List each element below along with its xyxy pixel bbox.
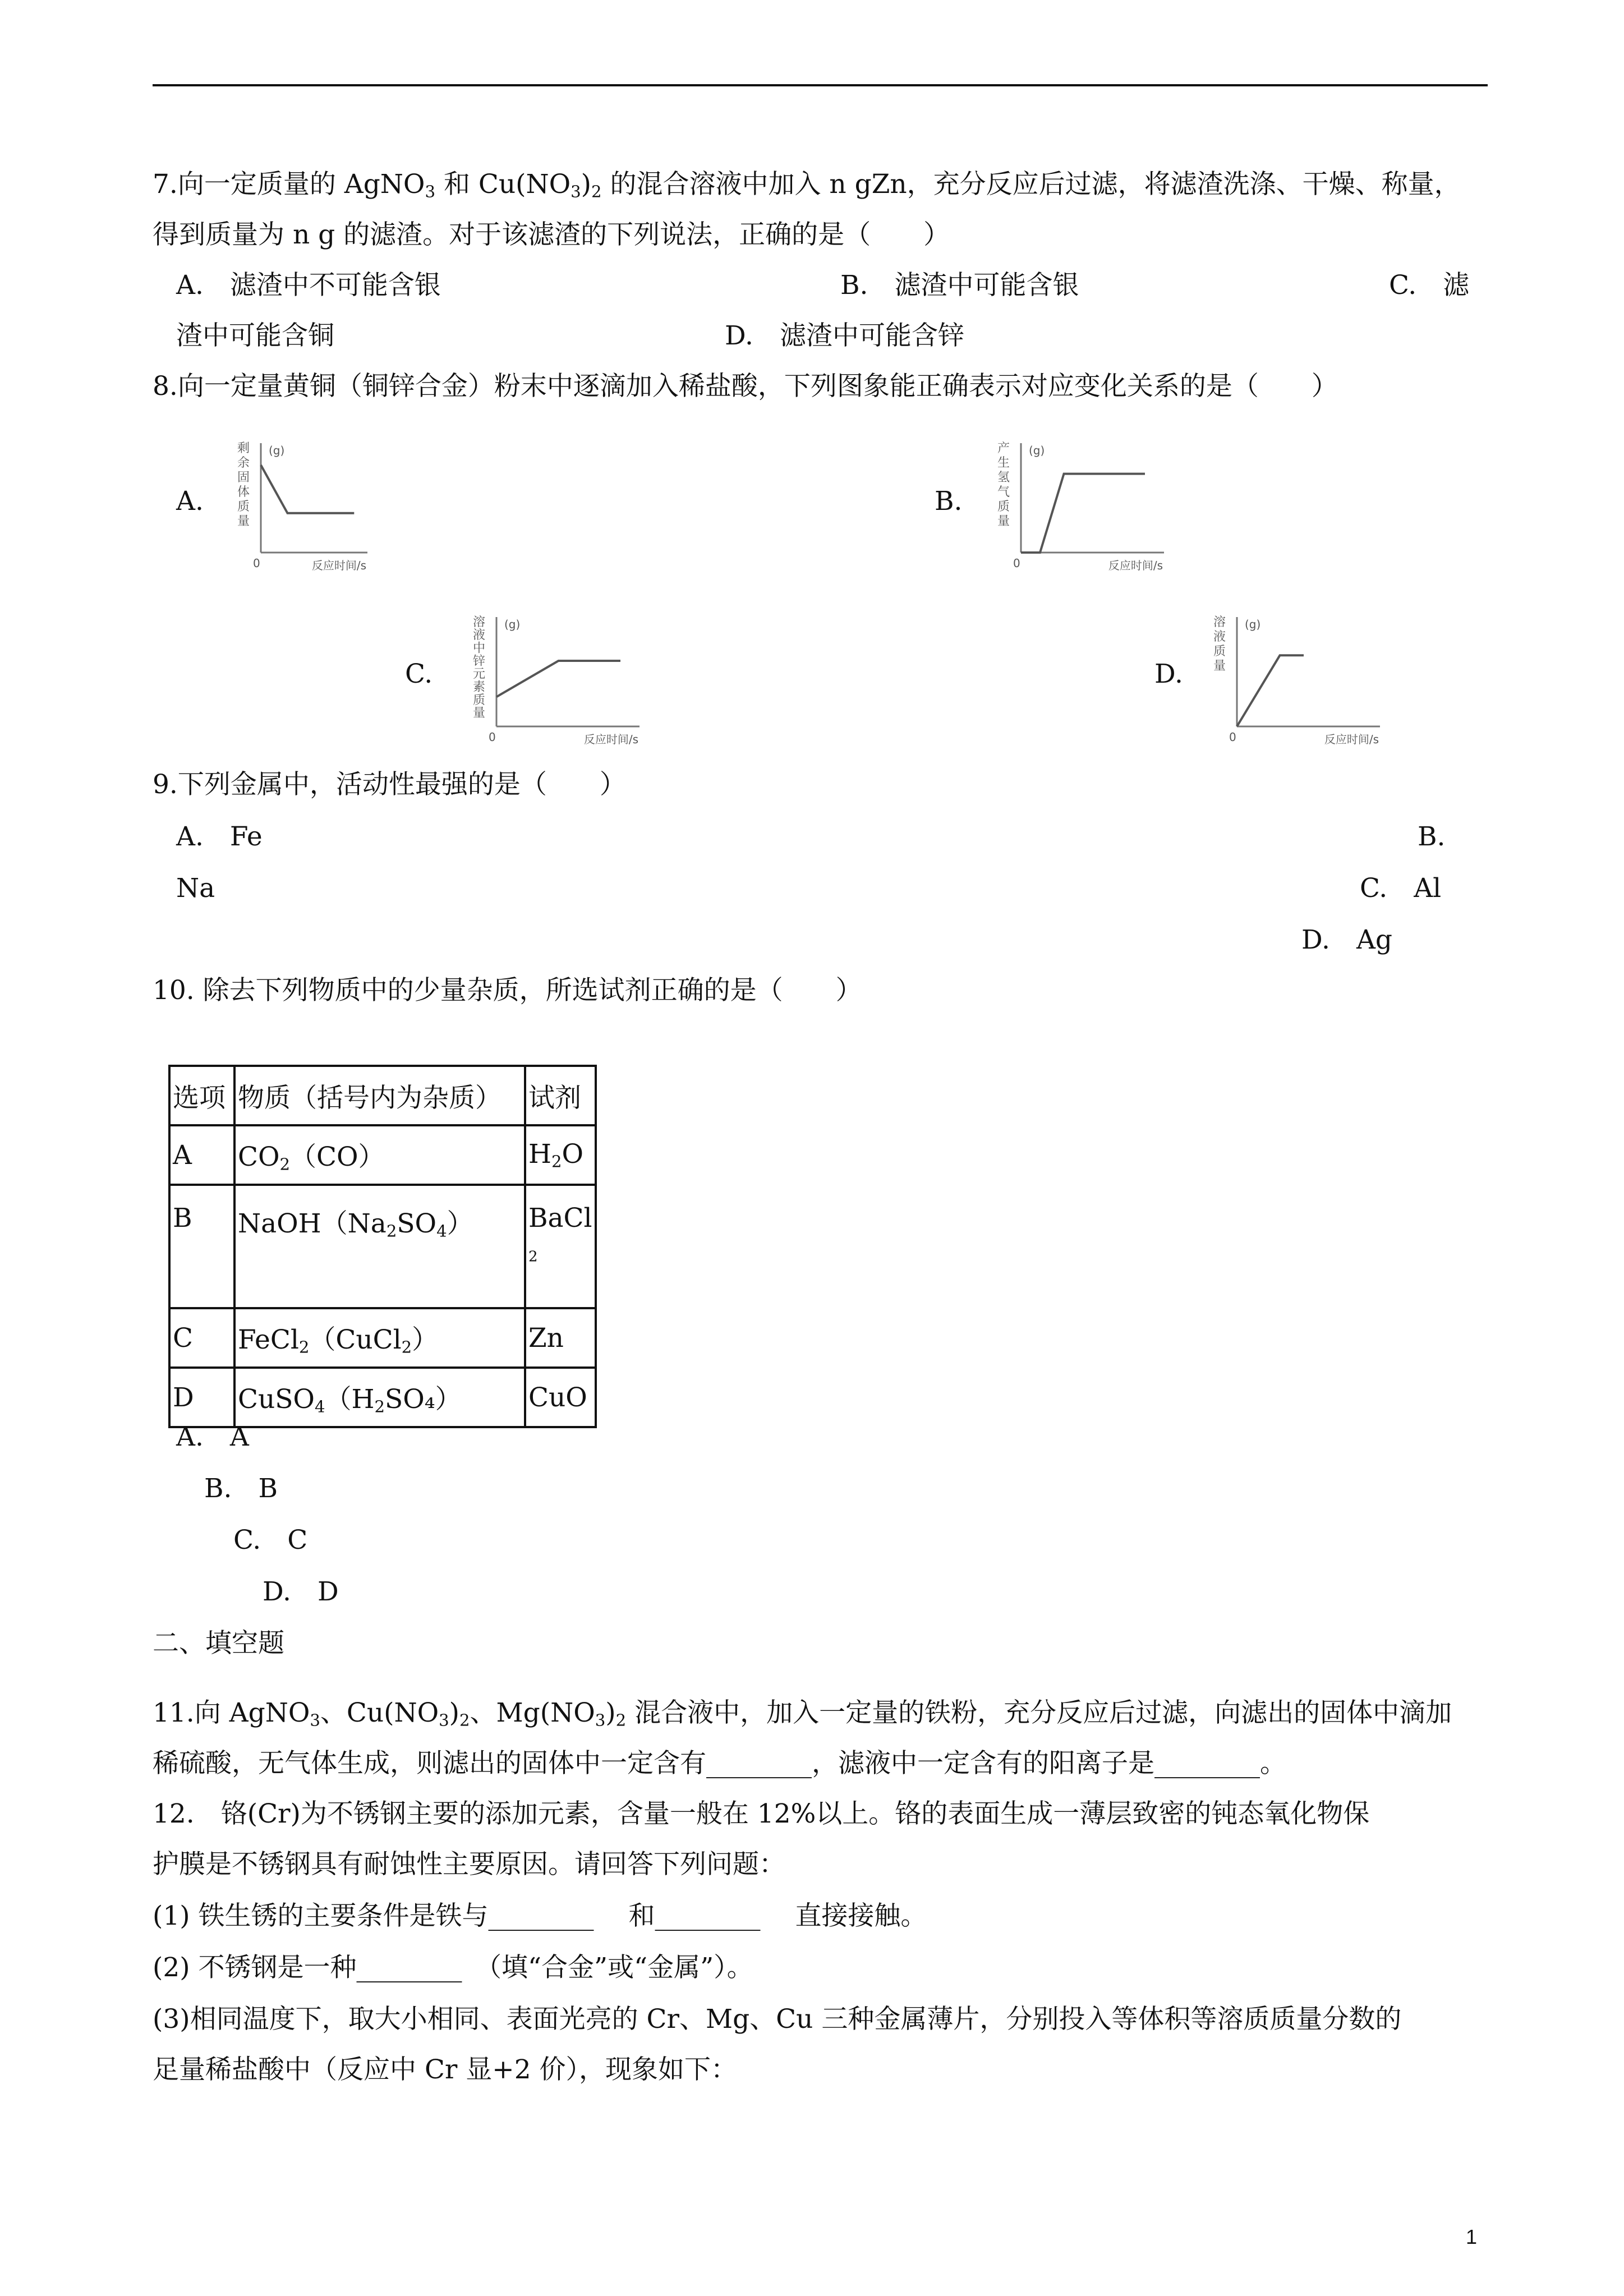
q10-option-d: D. D [263,1576,339,1607]
y-axis-label-char: 质 [237,500,250,514]
q12-line1: 12. 铬(Cr)为不锈钢主要的添加元素，含量一般在 12%以上。铬的表面生成一薄层致密的钝态氧化物保 [153,1798,1370,1829]
y-axis-label-char: 锌 [472,654,486,669]
q9-option-c: C. Al [1360,873,1442,904]
y-axis-label-char: 产 [997,441,1010,455]
q10-table [168,1065,597,1428]
q11-line2: 稀硫酸，无气体生成，则滤出的固体中一定含有________，滤液中一定含有的阳离子是________。 [153,1748,1286,1779]
y-axis-label-char: 量 [472,706,486,720]
y-axis-label-char: 固 [237,471,250,485]
origin-label: 0 [489,730,496,744]
q10-header-option: 选项 [169,1066,234,1125]
q9-option-a: A. Fe [176,821,263,852]
q12-line2: 护膜是不锈钢具有耐蚀性主要原因。请回答下列问题： [153,1849,785,1880]
q7-option-a: A. 滤渣中不可能含银 [176,270,441,301]
q10-option-b: B. B [204,1473,278,1504]
q9-option-b-value: Na [176,873,215,904]
chart-d [1206,595,1386,746]
q10-cell-substance: FeCl$_2$（CuCl$_2$） [234,1308,525,1368]
chart-a [230,421,370,572]
q7-option-d: D. 滤渣中可能含锌 [725,320,964,351]
origin-label: 0 [1229,730,1236,744]
y-axis-label-char: 余 [237,456,250,470]
y-axis-label-char: 量 [1213,659,1226,673]
q10-cell-reagent: $H_2O$ [525,1125,596,1185]
y-axis-label-char: 中 [472,641,486,656]
origin-label: 0 [253,556,260,570]
q8-label-b: B. [935,486,963,517]
q12-line3: (1) 铁生锈的主要条件是铁与________ 和________ 直接接触。 [153,1901,927,1931]
chart-b [990,421,1170,572]
y-axis-label-char: 生 [997,456,1010,470]
q9-option-d: D. Ag [1301,924,1392,955]
q10-cell-reagent: BaCl $_2$ [525,1185,596,1308]
y-axis-label-char: 剩 [237,441,250,455]
y-axis-label-char: 液 [1213,630,1226,644]
origin-label: 0 [1013,556,1020,570]
series-line [1237,655,1304,726]
y-axis-unit: (g) [504,618,521,631]
q12-line4: (2) 不锈钢是一种________ （填“合金”或“金属”）。 [153,1952,753,1983]
q10-cell-substance: $CuSO_4(H_2SO_4)$ [234,1368,525,1427]
x-axis-label: 反应时间/s [1324,733,1379,746]
x-axis-label: 反应时间/s [311,559,366,572]
x-axis-label: 反应时间/s [1108,559,1163,572]
series-line [496,661,620,697]
chart-c [466,595,645,746]
x-axis-label: 反应时间/s [583,733,638,746]
y-axis-label-char: 溶 [472,615,486,629]
q9-option-b-label: B. [1418,821,1446,852]
y-axis-label-char: 体 [237,485,250,499]
y-axis-unit: (g) [269,444,285,457]
q8-stem: 8.向一定量黄铜（铜锌合金）粉末中逐滴加入稀盐酸，下列图象能正确表示对应变化关系的是（ ） [153,371,1338,402]
q7-line2: 得到质量为 n g 的滤渣。对于该滤渣的下列说法，正确的是（ ） [153,219,950,250]
q7-option-b: B. 滤渣中可能含银 [840,270,1079,301]
q12-line6: 足量稀盐酸中（反应中 Cr 显+2 价），现象如下： [153,2054,738,2085]
y-axis-label-char: 元 [472,667,486,682]
q10-cell-reagent: Zn [525,1308,596,1368]
q10-cell-option: C [169,1308,234,1368]
y-axis-unit: (g) [1029,444,1045,457]
y-axis-label-char: 量 [997,514,1010,528]
y-axis-label-char: 质 [472,693,486,707]
q8-label-c: C. [405,659,433,689]
y-axis-label-char: 质 [997,500,1010,514]
table-row [169,1368,596,1427]
section-heading: 二、填空题 [153,1628,284,1659]
page-number: 1 [1465,2225,1477,2248]
y-axis-label-char: 溶 [1213,615,1226,629]
q8-label-d: D. [1154,659,1183,689]
table-row [169,1308,596,1368]
q10-cell-reagent: CuO [525,1368,596,1427]
y-axis-label-char: 量 [237,514,250,528]
q8-label-a: A. [176,486,204,517]
q11-line1: 11.向 AgNO$_3$、$Cu(NO_3)_2$、$Mg(NO_3)_2$ 混合液中，加入一定量的铁粉，充分反应后过滤，向滤出的固体中滴加 [153,1697,1452,1730]
q10-stem: 10. 除去下列物质中的少量杂质，所选试剂正确的是（ ） [153,975,862,1006]
table-row [169,1185,596,1308]
q10-cell-option: B [169,1185,234,1308]
q7-line1: 7.向一定质量的 AgNO$_3$ 和 $Cu(NO_3)_2$ 的混合溶液中加入 n gZn，充分反应后过滤，将滤渣洗涤、干燥、称量， [153,169,1461,201]
q10-header-substance: 物质（括号内为杂质） [234,1066,525,1125]
series-line [1021,474,1145,553]
q10-header-reagent: 试剂 [525,1066,596,1125]
q10-cell-option: A [169,1125,234,1185]
q10-cell-option: D [169,1368,234,1427]
y-axis-label-char: 质 [1213,645,1226,659]
q10-option-a: A. A [176,1421,249,1452]
q10-table-header [169,1066,596,1125]
q12-line5: (3)相同温度下，取大小相同、表面光亮的 Cr、Mg、Cu 三种金属薄片，分别投入等体积等溶质质量分数的 [153,2004,1402,2035]
q10-cell-substance: $CO_2(CO)$ [234,1125,525,1185]
q7-option-c-part1: C. 滤 [1389,270,1470,301]
y-axis-label-char: 素 [472,680,486,694]
y-axis-label-char: 气 [997,485,1010,499]
q7-option-c-part2: 渣中可能含铜 [176,320,334,351]
q10-cell-substance: $NaOH(Na_2SO_4)$ [234,1185,525,1308]
q10-option-c: C. C [233,1525,308,1556]
y-axis-label-char: 液 [472,628,486,643]
series-line [261,465,354,513]
header-rule [153,84,1488,86]
y-axis-unit: (g) [1245,618,1261,631]
table-row [169,1125,596,1185]
q9-stem: 9.下列金属中，活动性最强的是（ ） [153,769,626,800]
y-axis-label-char: 氢 [997,471,1010,485]
